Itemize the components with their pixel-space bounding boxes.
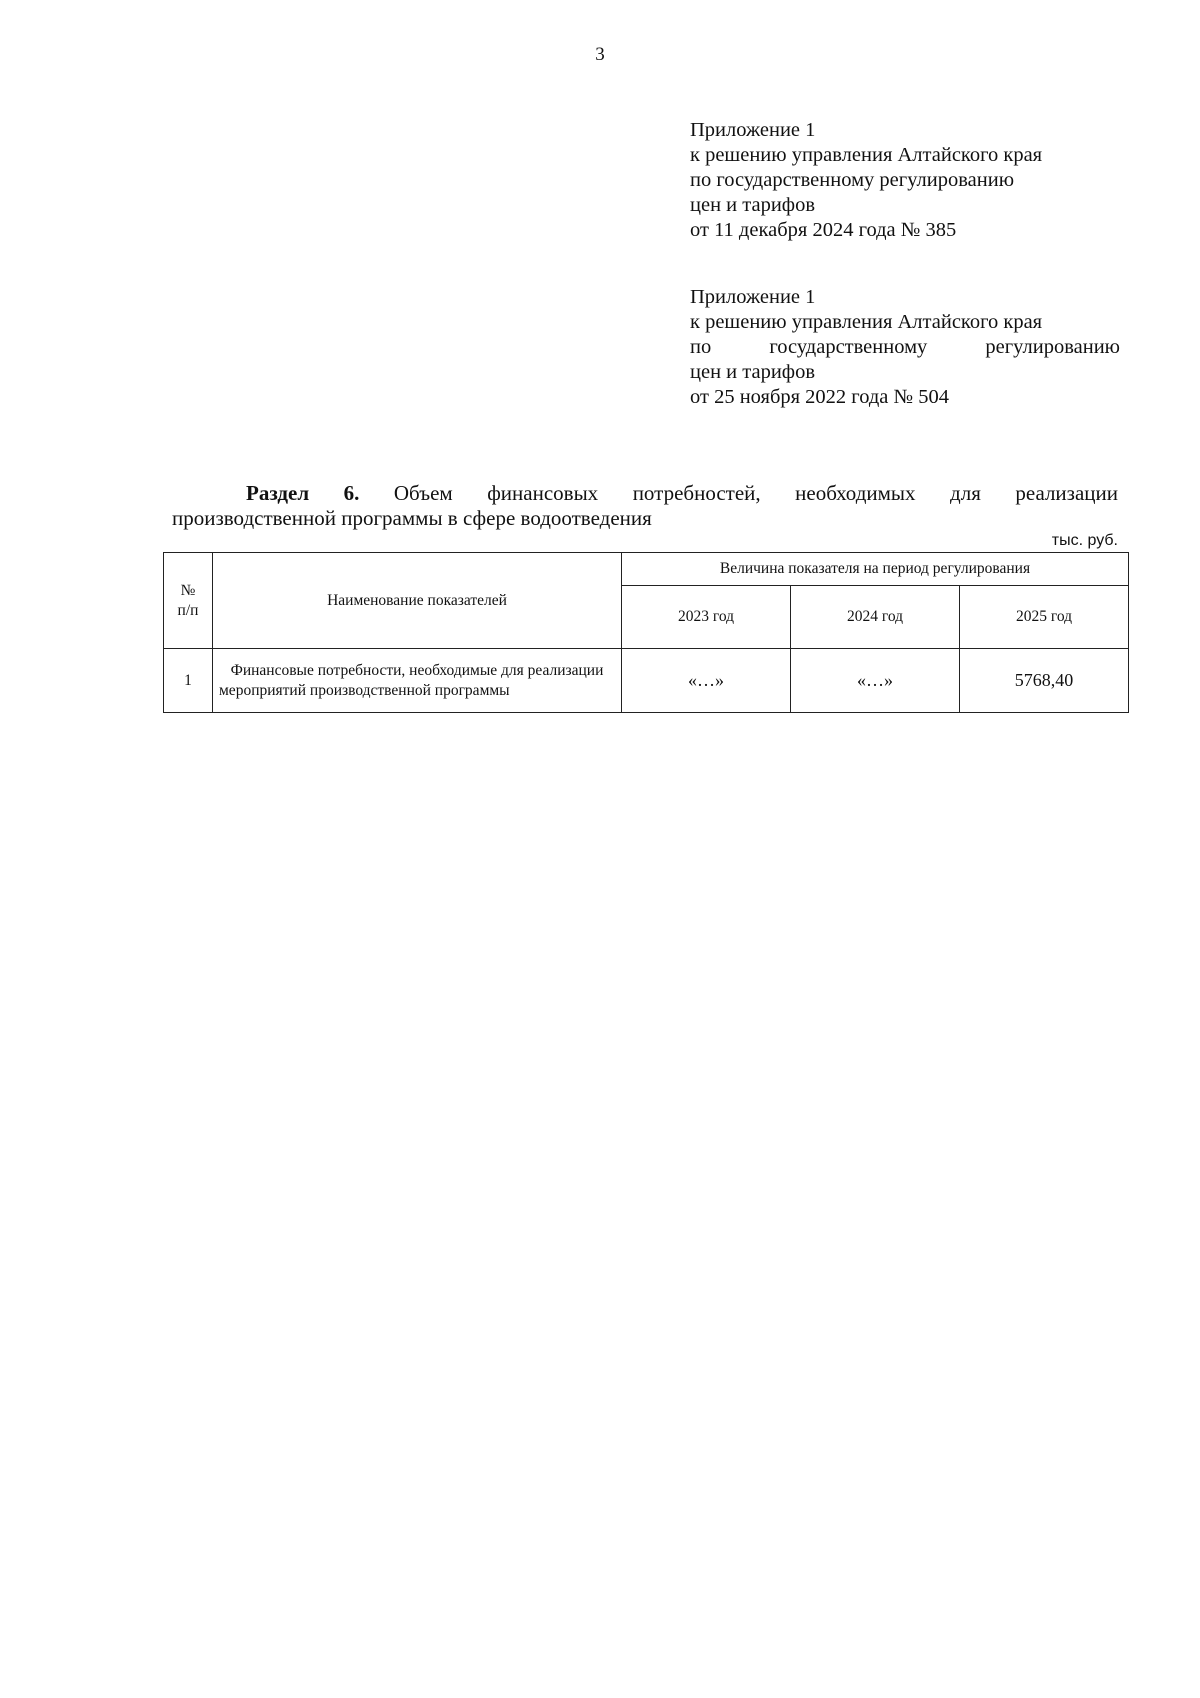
appendix-title: Приложение 1 (690, 119, 816, 141)
header-year-2023: 2023 год (622, 586, 791, 649)
row-value-2024: «…» (791, 649, 960, 713)
header-number (164, 553, 213, 649)
header-number-abbr: п/п (177, 601, 199, 619)
appendix-line: по государственному регулированию (690, 169, 1015, 191)
row-number: 1 (164, 649, 213, 713)
appendix-line: по государственному регулированию (690, 336, 1120, 358)
appendix-title: Приложение 1 (690, 286, 816, 308)
section-title-part-1: Объем финансовых потребностей, необходимых для реализации (393, 481, 1118, 505)
units-label: тыс. руб. (1051, 532, 1118, 549)
appendix-date: от 25 ноября 2022 года № 504 (690, 386, 949, 408)
header-year-2025: 2025 год (960, 586, 1129, 649)
appendix-date: от 11 декабря 2024 года № 385 (690, 219, 957, 241)
appendix-line: цен и тарифов (690, 361, 816, 383)
table-header-row (164, 553, 1129, 586)
appendix-block-current (690, 118, 1120, 243)
appendix-line: цен и тарифов (690, 194, 816, 216)
header-number-symbol: № (180, 581, 196, 599)
appendix-block-original (690, 285, 1120, 410)
section-label: Раздел 6. (246, 481, 360, 505)
section-heading (172, 481, 1118, 531)
appendix-line: к решению управления Алтайского края (690, 311, 1043, 333)
section-title-part-2: производственной программы в сфере водоотведения (172, 506, 652, 530)
financial-needs-table (163, 552, 1129, 713)
header-period-group: Величина показателя на период регулирования (622, 553, 1129, 586)
table-row (164, 649, 1129, 713)
section-heading-line-1 (172, 481, 1118, 506)
appendix-line: к решению управления Алтайского края (690, 144, 1043, 166)
page-number: 3 (595, 44, 605, 65)
row-indicator-name: Финансовые потребности, необходимые для реализации мероприятий производственной программы (213, 649, 622, 713)
row-value-2023: «…» (622, 649, 791, 713)
header-indicator-name: Наименование показателей (213, 553, 622, 649)
row-value-2025: 5768,40 (960, 649, 1129, 713)
header-year-2024: 2024 год (791, 586, 960, 649)
